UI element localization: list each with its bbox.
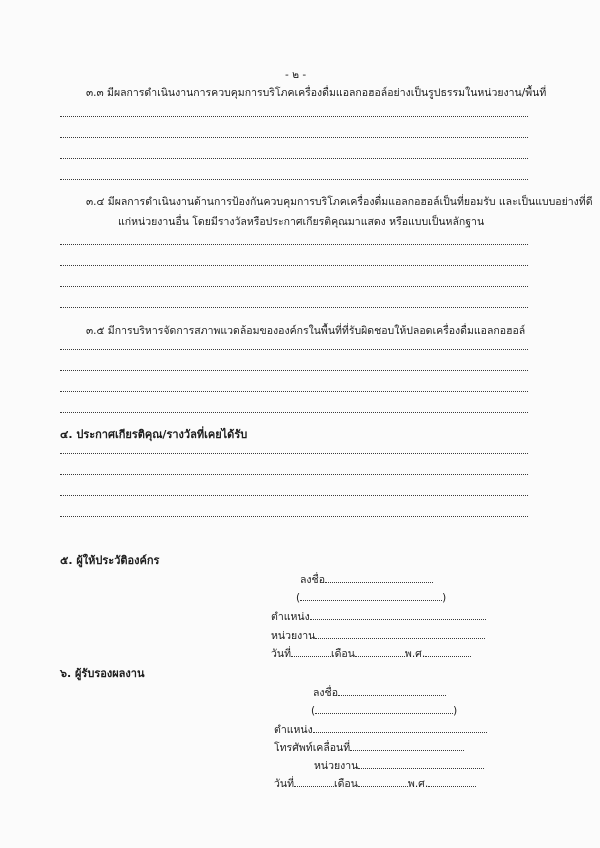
s6-day-field[interactable]	[294, 775, 334, 787]
s5-name-field[interactable]	[300, 589, 442, 601]
s6-phone-label: โทรศัพท์เคลื่อนที่	[274, 742, 351, 754]
fill-line[interactable]	[60, 244, 528, 245]
fill-line[interactable]	[60, 158, 528, 159]
fill-line[interactable]	[60, 286, 528, 287]
section-4-title: ๔. ประกาศเกียรติคุณ/รางวัลที่เคยได้รับ	[60, 428, 248, 441]
s6-month-field[interactable]	[358, 775, 408, 787]
s5-position-row	[271, 608, 486, 625]
page-number: - ๒ -	[285, 69, 307, 81]
s6-name-field[interactable]	[315, 702, 453, 714]
s5-position-label: ตำแหน่ง	[271, 611, 310, 623]
s6-agency-label: หน่วยงาน	[314, 760, 359, 772]
fill-line[interactable]	[60, 370, 528, 371]
s6-paren-close: )	[453, 705, 458, 717]
s6-agency-row	[314, 757, 484, 774]
s6-paren-open: (	[311, 705, 316, 717]
s5-date-row	[271, 645, 471, 662]
fill-line[interactable]	[60, 116, 528, 117]
s5-sign-row	[300, 571, 433, 588]
s6-date-label: วันที่	[274, 778, 294, 790]
s6-position-row	[274, 721, 487, 738]
s5-position-field[interactable]	[310, 608, 486, 620]
s6-phone-field[interactable]	[350, 739, 464, 751]
s6-sign-row	[313, 684, 446, 701]
s5-day-field[interactable]	[291, 645, 331, 657]
s5-month-label: เดือน	[331, 648, 355, 660]
fill-line[interactable]	[60, 179, 528, 180]
s6-year-field[interactable]	[428, 775, 476, 787]
fill-line[interactable]	[60, 307, 528, 308]
item-3-5-text: ๓.๕ มีการบริหารจัดการสภาพแวดล้อมขององค์กรในพื้นที่ที่รับผิดชอบให้ปลอดเครื่องดื่มแอลกอฮอล์	[86, 325, 526, 337]
s6-position-field[interactable]	[313, 721, 487, 733]
s6-sign-field[interactable]	[338, 684, 446, 696]
s5-agency-row	[271, 627, 485, 644]
fill-line[interactable]	[60, 391, 528, 392]
s5-date-label: วันที่	[271, 648, 291, 660]
s5-year-label: พ.ศ.	[404, 648, 426, 660]
fill-line[interactable]	[60, 412, 528, 413]
item-3-4-text-line2: แก่หน่วยงานอื่น โดยมีรางวัลหรือประกาศเกียรติคุณมาแสดง หรือแบบเป็นหลักฐาน	[118, 216, 485, 228]
s5-agency-field[interactable]	[315, 627, 485, 639]
s6-month-label: เดือน	[334, 778, 358, 790]
s5-name-row	[296, 589, 446, 604]
s6-year-label: พ.ศ.	[407, 778, 429, 790]
s5-paren-close: )	[442, 592, 447, 604]
fill-line[interactable]	[60, 516, 528, 517]
item-3-3-text: ๓.๓ มีผลการดำเนินงานการควบคุมการบริโภคเครื่องดื่มแอลกอฮอล์อย่างเป็นรูปธรรมในหน่วยงาน/พื้นที่	[86, 87, 547, 99]
fill-line[interactable]	[60, 349, 528, 350]
section-6-title: ๖. ผู้รับรองผลงาน	[60, 667, 145, 680]
fill-line[interactable]	[60, 137, 528, 138]
s5-year-field[interactable]	[425, 645, 471, 657]
fill-line[interactable]	[60, 265, 528, 266]
s6-position-label: ตำแหน่ง	[274, 724, 313, 736]
fill-line[interactable]	[60, 453, 528, 454]
s5-sign-field[interactable]	[325, 571, 433, 583]
fill-line[interactable]	[60, 495, 528, 496]
s6-sign-label: ลงชื่อ	[313, 687, 338, 699]
s6-agency-field[interactable]	[358, 757, 484, 769]
s5-paren-open: (	[296, 592, 301, 604]
s5-agency-label: หน่วยงาน	[271, 630, 316, 642]
s6-phone-row	[274, 739, 464, 756]
fill-line[interactable]	[60, 474, 528, 475]
s5-month-field[interactable]	[355, 645, 405, 657]
section-5-title: ๕. ผู้ให้ประวัติองค์กร	[60, 554, 160, 567]
item-3-4-text-line1: ๓.๔ มีผลการดำเนินงานด้านการป้องกันควบคุมการบริโภคเครื่องดื่มแอลกอฮอล์เป็นที่ยอมรับ และเป็นแบบอย่างที่ดี	[86, 196, 593, 208]
s6-date-row	[274, 775, 476, 792]
s6-name-row	[311, 702, 457, 717]
s5-sign-label: ลงชื่อ	[300, 574, 325, 586]
